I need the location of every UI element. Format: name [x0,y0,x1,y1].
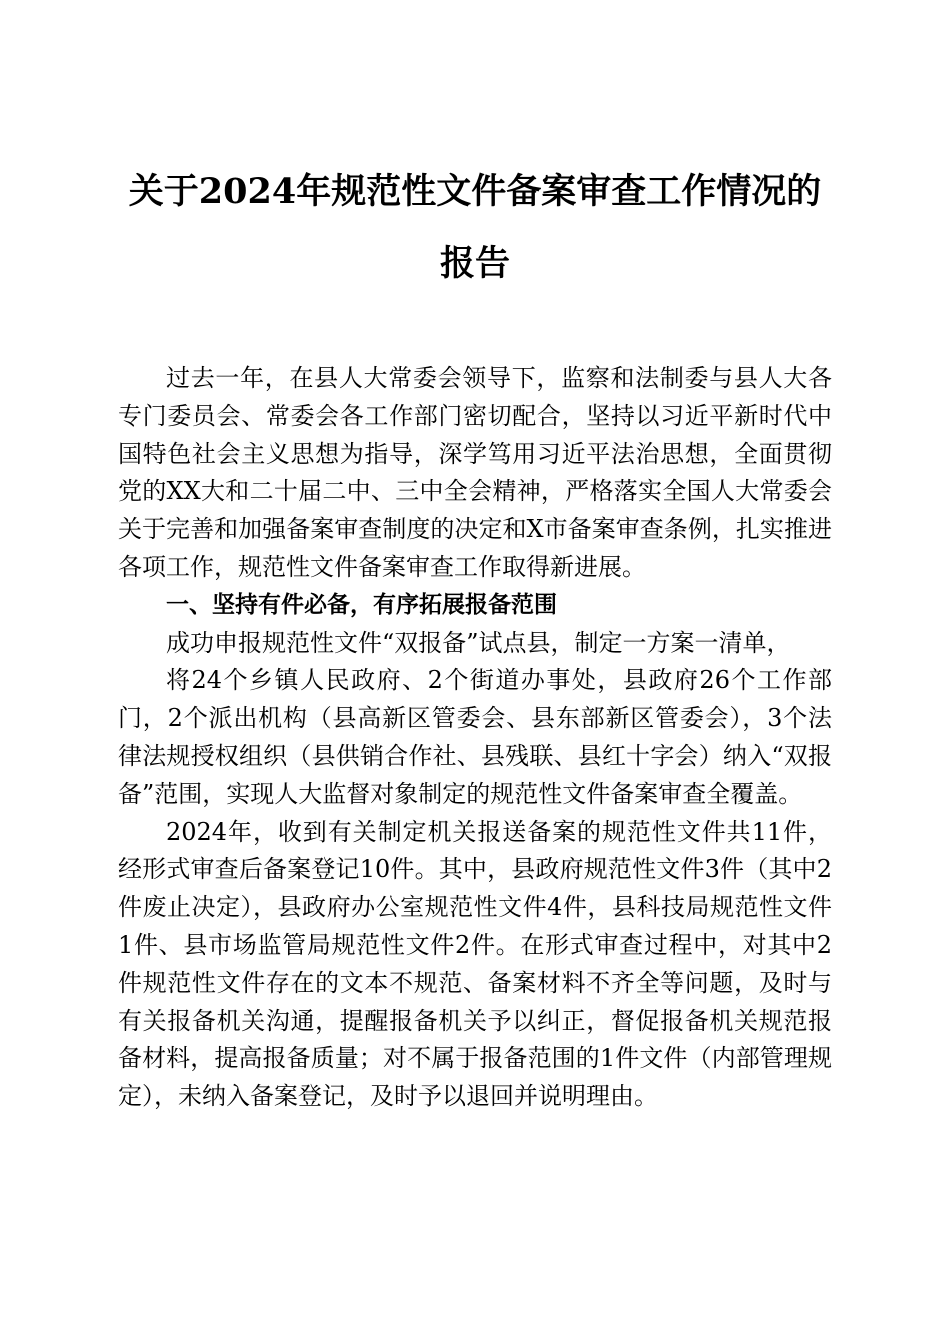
document-title-line-2: 报告 [439,243,510,284]
paragraph-pilot: 成功申报规范性文件“双报备”试点县，制定一方案一清单， [166,628,791,657]
document-body [118,360,832,1116]
paragraph-intro: 过去一年，在县人大常委会领导下，监察和法制委与县人大各专门委员会、常委会各工作部门密切配合，坚持以习近平新时代中国特色社会主义思想为指导，深学笃用习近平法治思想，全面贯彻党的XX大和二十届二中、三中全会精神，严格落实全国人大常委会关于完善和加强备案审查制度的决定和X市备案审查条例，扎实推进各项工作，规范性文件备案审查工作取得新进展。 [118,364,832,581]
document-title-line-1: 关于2024年规范性文件备案审查工作情况的 [128,171,822,212]
paragraph-statistics: 2024年，收到有关制定机关报送备案的规范性文件共11件，经形式审查后备案登记10件。其中，县政府规范性文件3件（其中2件废止决定），县政府办公室规范性文件4件，县科技局规范性文件1件、县市场监管局规范性文件2件。在形式审查过程中，对其中2件规范性文件存在的文本不规范、备案材料不齐全等问题，及时与有关报备机关沟通，提醒报备机关予以纠正，督促报备机关规范报备材料，提高报备质量；对不属于报备范围的1件文件（内部管理规定），未纳入备案登记，及时予以退回并说明理由。 [118,817,832,1111]
paragraph-scope: 将24个乡镇人民政府、2个街道办事处，县政府26个工作部门，2个派出机构（县高新区管委会、县东部新区管委会），3个法律法规授权组织（县供销合作社、县残联、县红十字会）纳入“双报备”范围，实现人大监督对象制定的规范性文件备案审查全覆盖。 [118,666,832,808]
section-heading-1: 一、坚持有件必备，有序拓展报备范围 [166,591,557,618]
